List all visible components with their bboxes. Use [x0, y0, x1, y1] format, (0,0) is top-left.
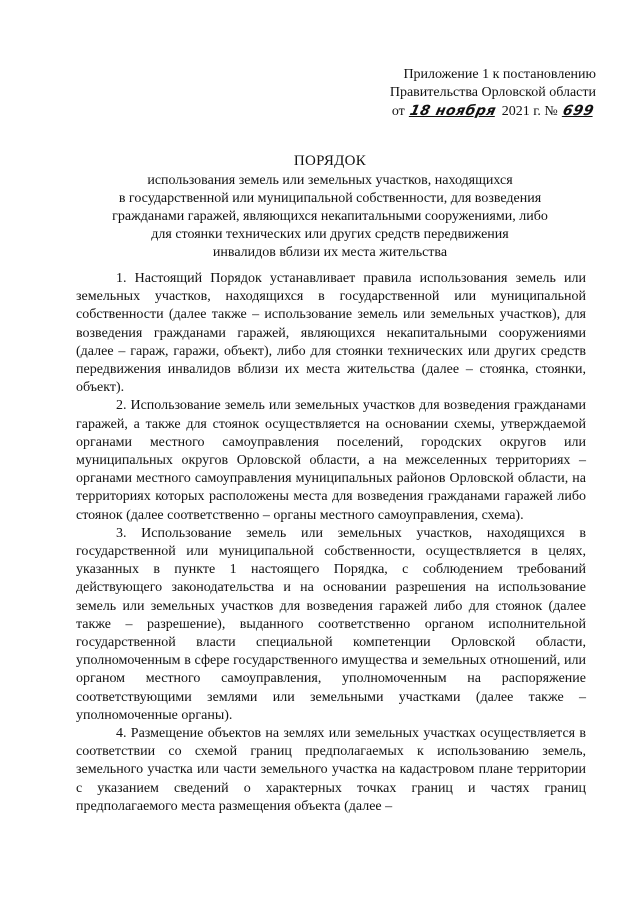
appendix-year: 2021 г. №: [501, 104, 558, 119]
title-line-2: в государственной или муниципальной собственности, для возведения: [118, 191, 542, 206]
document-body: [76, 270, 586, 816]
title-line-4: для стоянки технических или других средств передвижения: [151, 227, 509, 242]
appendix-line-2: Правительства Орловской области: [389, 85, 596, 100]
handwritten-date: 18 ноября: [408, 103, 498, 119]
appendix-line-1: Приложение 1 к постановлению: [403, 67, 596, 82]
appendix-line-3: [390, 102, 596, 121]
title-line-1: использования земель или земельных участков, находящихся: [147, 173, 513, 188]
paragraph-4: 4. Размещение объектов на землях или земельных участках осуществляется в соответствии со схемой границ предполагаемых к использованию земель, земельного участка или части земельного участка на кадастровом плане территории с указанием сведений о характерных точках границ и частях границ предполагаемого места размещения объекта (далее –: [76, 726, 586, 814]
appendix-header: [390, 66, 596, 121]
title-line-3: гражданами гаражей, являющихся некапитальными сооружениями, либо: [112, 209, 548, 224]
title-heading: ПОРЯДОК: [293, 153, 367, 169]
title-line-5: инвалидов вблизи их места жительства: [212, 245, 448, 260]
paragraph-3: 3. Использование земель или земельных участков, находящихся в государственной или муниципальной собственности, осуществляется в целях, указанных в пункте 1 настоящего Порядка, с соблюдением требований действующего законодательства и на основании разрешения на использование земель или земельных участков для возведения гаражей либо для стоянок (далее также – разрешение), выданного соответственно органом исполнительной государственной власти специальной компетенции Орловской области, уполномоченным в сфере государственного имущества и земельных отношений, или органом местного самоуправления, уполномоченным на распоряжение соответствующими землями или земельными участками (далее также – уполномоченные органы).: [76, 525, 586, 723]
paragraph-1: 1. Настоящий Порядок устанавливает правила использования земель или земельных участков, находящихся в государственной или муниципальной собственности (далее также – использование земель или земельных участков), для возведения гражданами гаражей, являющихся некапитальными сооружениями (далее – гараж, гаражи, объект), либо для стоянки технических или других средств передвижения инвалидов вблизи их места жительства (далее – стоянка, стоянки, объект).: [76, 271, 586, 396]
appendix-date-prefix: от: [391, 104, 405, 119]
paragraph-2: 2. Использование земель или земельных участков для возведения гражданами гаражей, а также для стоянок осуществляется на основании схемы, утверждаемой органами местного самоуправления поселений, городских округов или муниципальных округов Орловской области, а на межселенных территориях – органами местного самоуправления муниципальных районов Орловской области, на территориях которых расположены места для возведения гражданами гаражей либо стоянок (далее соответственно – органы местного самоуправления, схема).: [76, 398, 586, 523]
document-title: [60, 152, 600, 262]
handwritten-number: 699: [561, 103, 596, 119]
